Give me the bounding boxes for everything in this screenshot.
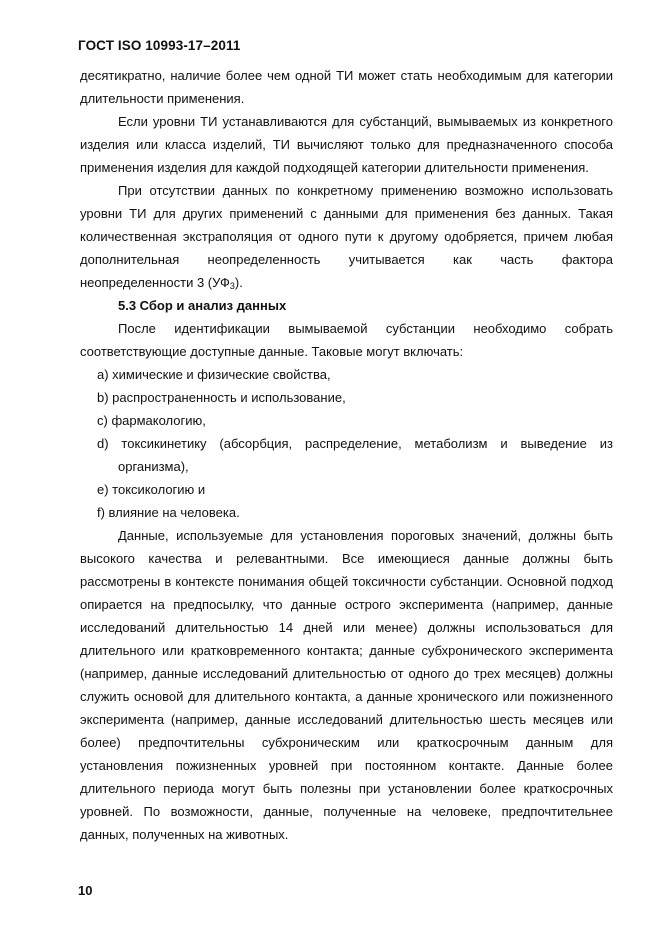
subscript-3: 3: [229, 281, 235, 291]
list-item-a: a) химические и физические свойства,: [97, 367, 331, 382]
paragraph-data-quality: Данные, используемые для установления пороговых значений, должны быть высокого качества и релевантными. Все имеющиеся данные должны быть рассмотрены в контексте понимания общей токсичности субстанции. Основной подход опирается на предпосылку, что данные острого эксперимента (например, данные исследований длительностью 14 дней или менее) должны использоваться для длительного или кратковременного контакта; данные субхронического эксперимента (например, данные исследований длительностью от одного до трех месяцев) должны служить основой для длительного контакта, а данные хронического или пожизненного эксперимента (например, данные исследований длительностью шесть месяцев или более) предпочтительны субхроническим или краткосрочным данным для установления пожизненных уровней при постоянном контакте. Данные более длительного периода могут быть полезны при установлении более краткосрочных уровней. По возможности, данные, полученные на человеке, предпочтительнее данных, полученных на животных.: [80, 528, 613, 842]
paragraph-continuation: десятикратно, наличие более чем одной ТИ может стать необходимым для категории длительности применения.: [80, 68, 613, 106]
page-number: 10: [78, 883, 93, 898]
section-heading: 5.3 Сбор и анализ данных: [118, 298, 287, 313]
paragraph-ti-levels: Если уровни ТИ устанавливаются для субстанций, вымываемых из конкретного изделия или класса изделий, ТИ вычисляют только для предназначенного способа применения изделия для каждой подходящей категории длительности применения.: [80, 114, 613, 175]
paragraph-data-collection: После идентификации вымываемой субстанции необходимо собрать соответствующие доступные данные. Таковые могут включать:: [80, 321, 613, 359]
list-item-d: d) токсикинетику (абсорбция, распределение, метаболизм и выведение из организма),: [97, 436, 613, 474]
list-item-b: b) распространенность и использование,: [97, 390, 346, 405]
document-header: ГОСТ ISO 10993-17–2011: [78, 38, 241, 53]
page-body: [80, 64, 613, 846]
paragraph-extrapolation-end-tail: ).: [234, 275, 243, 290]
list-item-c: c) фармакологию,: [97, 413, 206, 428]
paragraph-extrapolation: При отсутствии данных по конкретному применению возможно использовать уровни ТИ для других применений с данными для применения без данных. Такая количественная экстраполяция от одного пути к другому одобряется, причем любая дополнительная неопределенность учитывается как часть фактора: [80, 183, 613, 267]
paragraph-extrapolation-end: [80, 271, 613, 294]
list-item-f: f) влияние на человека.: [97, 505, 240, 520]
paragraph-extrapolation-end-text: неопределенности 3 (УФ: [80, 275, 230, 290]
list-item-e: e) токсикологию и: [97, 482, 206, 497]
